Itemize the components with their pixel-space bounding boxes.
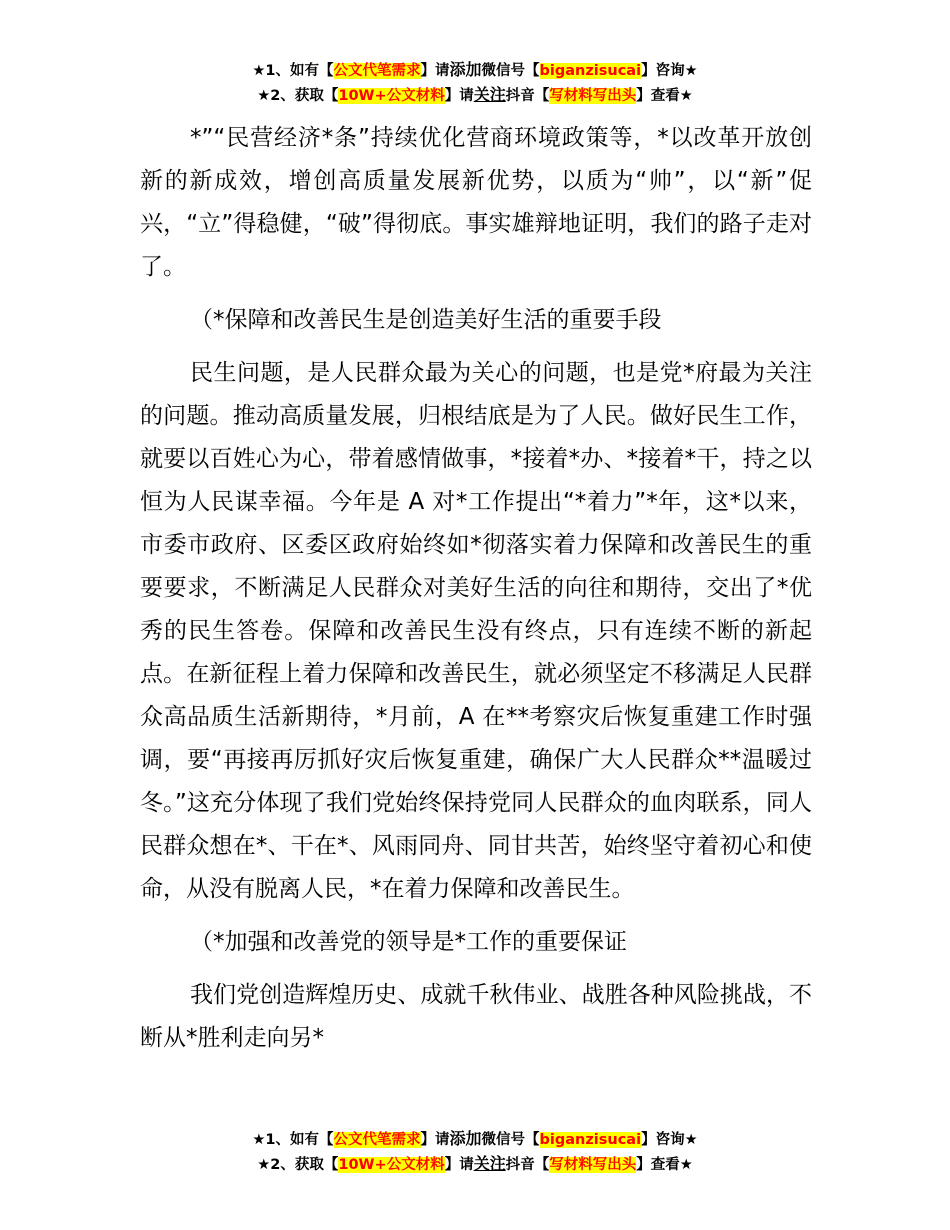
section-heading: （*保障和改善民生是创造美好生活的重要手段 [190,307,662,333]
banner-emphasis: 关注 [473,1154,506,1173]
banner-text: 微信号【 [481,63,540,79]
banner-highlight: 公文代笔需求 [333,63,421,79]
banner-text: ★1、如有【 [252,1132,334,1148]
banner-text: ★1、如有【 [252,63,334,79]
banner-text: ★2、获取【 [257,88,339,104]
banner-douyin-id: 写材料写出头 [549,88,637,104]
banner-text: 】咨询★ [641,63,698,79]
header-banner-line-1 [0,58,950,83]
banner-emphasis: 添加 [449,60,482,79]
banner-text: 】请 [420,63,450,79]
paragraph: 我们党创造辉煌历史、成就千秋伟业、战胜各种风险挑战，不断从*胜利走向另* [140,982,812,1051]
header-banner [0,58,950,108]
banner-text: 】请 [444,88,474,104]
banner-emphasis: 关注 [473,85,506,104]
banner-emphasis: 添加 [449,1129,482,1148]
header-banner-line-2 [0,83,950,108]
banner-text: 抖音【 [505,88,550,104]
banner-text: 】请 [420,1132,450,1148]
banner-wechat-id: biganzisucai [539,63,642,79]
banner-highlight: 10W+公文材料 [338,88,445,104]
banner-text: ★2、获取【 [257,1157,339,1173]
footer-banner [0,1127,950,1177]
banner-highlight: 10W+公文材料 [338,1157,445,1173]
banner-text: 】查看★ [636,1157,693,1173]
banner-highlight: 公文代笔需求 [333,1132,421,1148]
banner-text: 微信号【 [481,1132,540,1148]
banner-text: 】请 [444,1157,474,1173]
paragraph: 民生问题，是人民群众最为关心的问题，也是党*府最为关注的问题。推动高质量发展，归根结底是为了人民。做好民生工作，就要以百姓心为心，带着感情做事，*接着*办、*接着*干，持之以恒为人民谋幸福。今年是 A 对*工作提出“*着力”*年，这*以来，市委市政府、区委区政府始终如*彻落实着力保障和改善民生的重要要求，不断满足人民群众对美好生活的向往和期待，交出了*优秀的民生答卷。保障和改善民生没有终点，只有连续不断的新起点。在新征程上着力保障和改善民生，就必须坚定不移满足人民群众高品质生活新期待，*月前，A 在**考察灾后恢复重建工作时强调，要“再接再厉抓好灾后恢复重建，确保广大人民群众**温暖过冬。”这充分体现了我们党始终保持党同人民群众的血肉联系，同人民群众想在*、干在*、风雨同舟、同甘共苦，始终坚守着初心和使命，从没有脱离人民，*在着力保障和改善民生。 [140,360,812,902]
document-body [140,117,812,1060]
banner-douyin-id: 写材料写出头 [549,1157,637,1173]
banner-text: 】查看★ [636,88,693,104]
banner-text: 】咨询★ [641,1132,698,1148]
section-heading: （*加强和改善党的领导是*工作的重要保证 [190,929,627,955]
paragraph: *”“民营经济*条”持续优化营商环境政策等，*以改革开放创新的新成效，增创高质量发展新优势，以质为“帅”，以“新”促兴，“立”得稳健，“破”得彻底。事实雄辩地证明，我们的路子走对了。 [140,125,812,280]
footer-banner-line-2 [0,1152,950,1177]
banner-text: 抖音【 [505,1157,550,1173]
footer-banner-line-1 [0,1127,950,1152]
banner-wechat-id: biganzisucai [539,1132,642,1148]
